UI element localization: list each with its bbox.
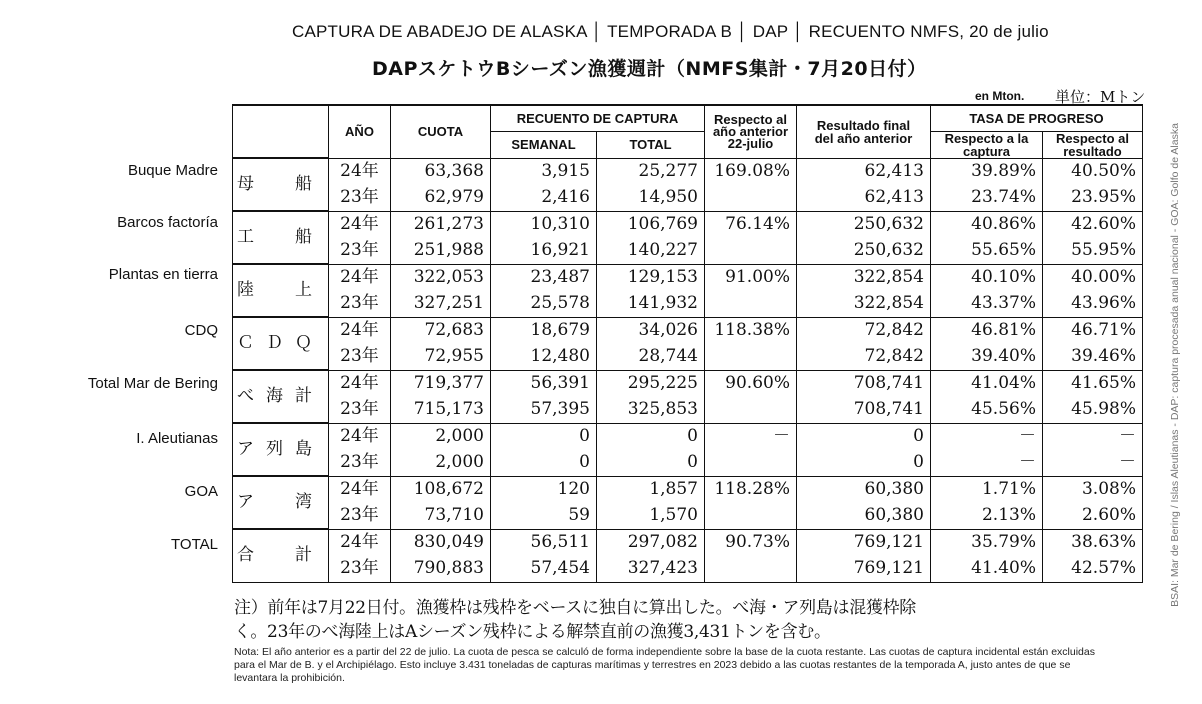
prev-year-pct-cell: － bbox=[705, 423, 797, 450]
year-cell: 23年 bbox=[329, 238, 391, 265]
progress-result-cell: 43.96% bbox=[1043, 291, 1143, 318]
unit-label-spanish: en Mton. bbox=[975, 89, 1025, 103]
progress-catch-cell: 39.89% bbox=[931, 158, 1043, 185]
progress-result-cell: 42.57% bbox=[1043, 556, 1143, 583]
progress-catch-cell: 40.86% bbox=[931, 211, 1043, 238]
progress-catch-cell: 55.65% bbox=[931, 238, 1043, 265]
table-row bbox=[233, 317, 1143, 344]
progress-result-cell: 42.60% bbox=[1043, 211, 1143, 238]
catch-table bbox=[232, 104, 1143, 583]
progress-result-cell: 45.98% bbox=[1043, 397, 1143, 424]
prev-year-pct-cell: 118.38% bbox=[705, 317, 797, 344]
category-cell: べ海計 bbox=[233, 370, 329, 423]
final-prev-cell: 708,741 bbox=[797, 397, 931, 424]
total-cell: 1,570 bbox=[597, 503, 705, 530]
table-row bbox=[233, 556, 1143, 583]
table-row bbox=[233, 503, 1143, 530]
weekly-cell: 56,511 bbox=[491, 529, 597, 556]
quota-cell: 73,710 bbox=[391, 503, 491, 530]
progress-catch-cell: 43.37% bbox=[931, 291, 1043, 318]
weekly-cell: 18,679 bbox=[491, 317, 597, 344]
year-cell: 23年 bbox=[329, 450, 391, 477]
progress-result-cell: 46.71% bbox=[1043, 317, 1143, 344]
year-cell: 23年 bbox=[329, 185, 391, 212]
total-cell: 34,026 bbox=[597, 317, 705, 344]
weekly-cell: 12,480 bbox=[491, 344, 597, 371]
prev-year-pct-cell bbox=[705, 344, 797, 371]
total-cell: 297,082 bbox=[597, 529, 705, 556]
progress-result-cell: － bbox=[1043, 450, 1143, 477]
table-row bbox=[233, 529, 1143, 556]
progress-catch-cell: 45.56% bbox=[931, 397, 1043, 424]
note-japanese: 注）前年は7月22日付。漁獲枠は残枠をベースに独自に算出した。べ海・ア列島は混獲枠除 く。23年のべ海陸上はAシーズン残枠による解禁直前の漁獲3,431トンを含む。 bbox=[234, 598, 916, 642]
prev-year-pct-cell: 90.73% bbox=[705, 529, 797, 556]
year-cell: 24年 bbox=[329, 423, 391, 450]
progress-catch-cell: 46.81% bbox=[931, 317, 1043, 344]
progress-result-cell: 2.60% bbox=[1043, 503, 1143, 530]
final-prev-cell: 62,413 bbox=[797, 185, 931, 212]
table-row bbox=[233, 211, 1143, 238]
total-cell: 295,225 bbox=[597, 370, 705, 397]
progress-catch-cell: － bbox=[931, 450, 1043, 477]
progress-result-cell: 41.65% bbox=[1043, 370, 1143, 397]
total-cell: 1,857 bbox=[597, 476, 705, 503]
final-prev-cell: 60,380 bbox=[797, 476, 931, 503]
category-cell: 合 計 bbox=[233, 529, 329, 582]
progress-catch-cell: 41.40% bbox=[931, 556, 1043, 583]
prev-year-pct-cell: 91.00% bbox=[705, 264, 797, 291]
quota-cell: 108,672 bbox=[391, 476, 491, 503]
quota-cell: 251,988 bbox=[391, 238, 491, 265]
category-cell: ア 湾 bbox=[233, 476, 329, 529]
quota-cell: 830,049 bbox=[391, 529, 491, 556]
header-year: AÑO bbox=[329, 105, 391, 158]
quota-cell: 2,000 bbox=[391, 423, 491, 450]
year-cell: 24年 bbox=[329, 529, 391, 556]
weekly-cell: 23,487 bbox=[491, 264, 597, 291]
header-prev-year: Respecto al año anterior 22-julio bbox=[705, 105, 797, 158]
side-label-barcos-factoria: Barcos factoría bbox=[117, 214, 218, 231]
weekly-cell: 25,578 bbox=[491, 291, 597, 318]
header-progress: TASA DE PROGRESO bbox=[931, 105, 1143, 131]
weekly-cell: 56,391 bbox=[491, 370, 597, 397]
progress-catch-cell: 41.04% bbox=[931, 370, 1043, 397]
table-row bbox=[233, 291, 1143, 318]
quota-cell: 63,368 bbox=[391, 158, 491, 185]
side-label-aleutianas: I. Aleutianas bbox=[136, 430, 218, 447]
prev-year-pct-cell bbox=[705, 450, 797, 477]
total-cell: 0 bbox=[597, 450, 705, 477]
prev-year-pct-cell: 118.28% bbox=[705, 476, 797, 503]
progress-result-cell: 23.95% bbox=[1043, 185, 1143, 212]
total-cell: 14,950 bbox=[597, 185, 705, 212]
quota-cell: 2,000 bbox=[391, 450, 491, 477]
prev-year-pct-cell bbox=[705, 291, 797, 318]
total-cell: 325,853 bbox=[597, 397, 705, 424]
header-catch-count: RECUENTO DE CAPTURA bbox=[491, 105, 705, 131]
final-prev-cell: 72,842 bbox=[797, 344, 931, 371]
total-cell: 0 bbox=[597, 423, 705, 450]
total-cell: 129,153 bbox=[597, 264, 705, 291]
year-cell: 23年 bbox=[329, 503, 391, 530]
total-cell: 106,769 bbox=[597, 211, 705, 238]
year-cell: 23年 bbox=[329, 344, 391, 371]
quota-cell: 72,955 bbox=[391, 344, 491, 371]
quota-cell: 719,377 bbox=[391, 370, 491, 397]
progress-catch-cell: 39.40% bbox=[931, 344, 1043, 371]
category-cell: 陸 上 bbox=[233, 264, 329, 317]
progress-catch-cell: 1.71% bbox=[931, 476, 1043, 503]
final-prev-cell: 250,632 bbox=[797, 238, 931, 265]
progress-result-cell: 40.50% bbox=[1043, 158, 1143, 185]
table-row bbox=[233, 370, 1143, 397]
prev-year-pct-cell: 90.60% bbox=[705, 370, 797, 397]
final-prev-cell: 0 bbox=[797, 450, 931, 477]
side-label-buque-madre: Buque Madre bbox=[127, 162, 218, 179]
table-row bbox=[233, 238, 1143, 265]
year-cell: 23年 bbox=[329, 291, 391, 318]
quota-cell: 790,883 bbox=[391, 556, 491, 583]
progress-result-cell: 39.46% bbox=[1043, 344, 1143, 371]
header-vs-result: Respecto al resultado bbox=[1043, 131, 1143, 158]
year-cell: 24年 bbox=[329, 158, 391, 185]
final-prev-cell: 60,380 bbox=[797, 503, 931, 530]
side-label-goa: GOA bbox=[184, 483, 218, 500]
category-cell: ＣＤＱ bbox=[233, 317, 329, 370]
final-prev-cell: 708,741 bbox=[797, 370, 931, 397]
final-prev-cell: 769,121 bbox=[797, 556, 931, 583]
progress-catch-cell: 35.79% bbox=[931, 529, 1043, 556]
total-cell: 25,277 bbox=[597, 158, 705, 185]
category-cell: 工 船 bbox=[233, 211, 329, 264]
quota-cell: 715,173 bbox=[391, 397, 491, 424]
header-total: TOTAL bbox=[597, 131, 705, 158]
year-cell: 23年 bbox=[329, 556, 391, 583]
progress-catch-cell: － bbox=[931, 423, 1043, 450]
progress-catch-cell: 23.74% bbox=[931, 185, 1043, 212]
final-prev-cell: 62,413 bbox=[797, 158, 931, 185]
progress-result-cell: 55.95% bbox=[1043, 238, 1143, 265]
quota-cell: 62,979 bbox=[391, 185, 491, 212]
weekly-cell: 16,921 bbox=[491, 238, 597, 265]
note-spanish: Nota: El año anterior es a partir del 22 de julio. La cuota de pesca se calculó de forma independiente sobre la base de la cuota restante. Las cuotas de captura incidental están excluidas para el Mar de B. y el Archipiélago. Esto incluye 3.431 toneladas de capturas marítimas y terrestres en 2023 debido a las cuotas restantes de la temporada A, justo antes de que se levantara la prohibición. bbox=[234, 646, 1095, 684]
prev-year-pct-cell bbox=[705, 238, 797, 265]
quota-cell: 72,683 bbox=[391, 317, 491, 344]
year-cell: 24年 bbox=[329, 317, 391, 344]
year-cell: 24年 bbox=[329, 211, 391, 238]
year-cell: 24年 bbox=[329, 476, 391, 503]
prev-year-pct-cell bbox=[705, 556, 797, 583]
weekly-cell: 0 bbox=[491, 450, 597, 477]
weekly-cell: 10,310 bbox=[491, 211, 597, 238]
final-prev-cell: 322,854 bbox=[797, 291, 931, 318]
prev-year-pct-cell bbox=[705, 397, 797, 424]
category-cell: 母 船 bbox=[233, 158, 329, 211]
total-cell: 327,423 bbox=[597, 556, 705, 583]
year-cell: 24年 bbox=[329, 370, 391, 397]
table-row bbox=[233, 450, 1143, 477]
table-row bbox=[233, 158, 1143, 185]
progress-result-cell: － bbox=[1043, 423, 1143, 450]
side-label-plantas-tierra: Plantas en tierra bbox=[108, 266, 218, 283]
side-label-total: TOTAL bbox=[171, 536, 218, 553]
side-label-total-bering: Total Mar de Bering bbox=[87, 375, 218, 392]
header-weekly: SEMANAL bbox=[491, 131, 597, 158]
prev-year-pct-cell bbox=[705, 503, 797, 530]
weekly-cell: 0 bbox=[491, 423, 597, 450]
final-prev-cell: 250,632 bbox=[797, 211, 931, 238]
table-row bbox=[233, 397, 1143, 424]
weekly-cell: 57,454 bbox=[491, 556, 597, 583]
progress-catch-cell: 2.13% bbox=[931, 503, 1043, 530]
table-row bbox=[233, 344, 1143, 371]
prev-year-pct-cell: 76.14% bbox=[705, 211, 797, 238]
title-spanish: CAPTURA DE ABADEJO DE ALASKA │ TEMPORADA B │ DAP │ RECUENTO NMFS, 20 de julio bbox=[292, 22, 1049, 41]
final-prev-cell: 769,121 bbox=[797, 529, 931, 556]
progress-result-cell: 3.08% bbox=[1043, 476, 1143, 503]
final-prev-cell: 322,854 bbox=[797, 264, 931, 291]
progress-catch-cell: 40.10% bbox=[931, 264, 1043, 291]
unit-label-japanese: 単位：Mトン bbox=[1055, 88, 1146, 106]
quota-cell: 327,251 bbox=[391, 291, 491, 318]
header-vs-catch: Respecto a la captura bbox=[931, 131, 1043, 158]
final-prev-cell: 72,842 bbox=[797, 317, 931, 344]
weekly-cell: 57,395 bbox=[491, 397, 597, 424]
year-cell: 23年 bbox=[329, 397, 391, 424]
table-row bbox=[233, 423, 1143, 450]
header-final-prev-year: Resultado final del año anterior bbox=[797, 105, 931, 158]
table-row bbox=[233, 264, 1143, 291]
header-quota: CUOTA bbox=[391, 105, 491, 158]
prev-year-pct-cell bbox=[705, 185, 797, 212]
table-row bbox=[233, 185, 1143, 212]
final-prev-cell: 0 bbox=[797, 423, 931, 450]
weekly-cell: 59 bbox=[491, 503, 597, 530]
quota-cell: 261,273 bbox=[391, 211, 491, 238]
prev-year-pct-cell: 169.08% bbox=[705, 158, 797, 185]
weekly-cell: 2,416 bbox=[491, 185, 597, 212]
title-japanese: DAPスケトウBシーズン漁獲週計（NMFS集計・7月20日付） bbox=[372, 58, 927, 80]
table-row bbox=[233, 476, 1143, 503]
total-cell: 28,744 bbox=[597, 344, 705, 371]
side-note-vertical: BSAI: Mar de Bering / Islas Aleutianas - DAP: captura procesada anual nacional - GOA: Golfo de Alaska bbox=[1169, 123, 1181, 607]
weekly-cell: 120 bbox=[491, 476, 597, 503]
year-cell: 24年 bbox=[329, 264, 391, 291]
progress-result-cell: 40.00% bbox=[1043, 264, 1143, 291]
quota-cell: 322,053 bbox=[391, 264, 491, 291]
category-cell: ア列島 bbox=[233, 423, 329, 476]
progress-result-cell: 38.63% bbox=[1043, 529, 1143, 556]
weekly-cell: 3,915 bbox=[491, 158, 597, 185]
total-cell: 140,227 bbox=[597, 238, 705, 265]
total-cell: 141,932 bbox=[597, 291, 705, 318]
side-label-cdq: CDQ bbox=[184, 322, 218, 339]
